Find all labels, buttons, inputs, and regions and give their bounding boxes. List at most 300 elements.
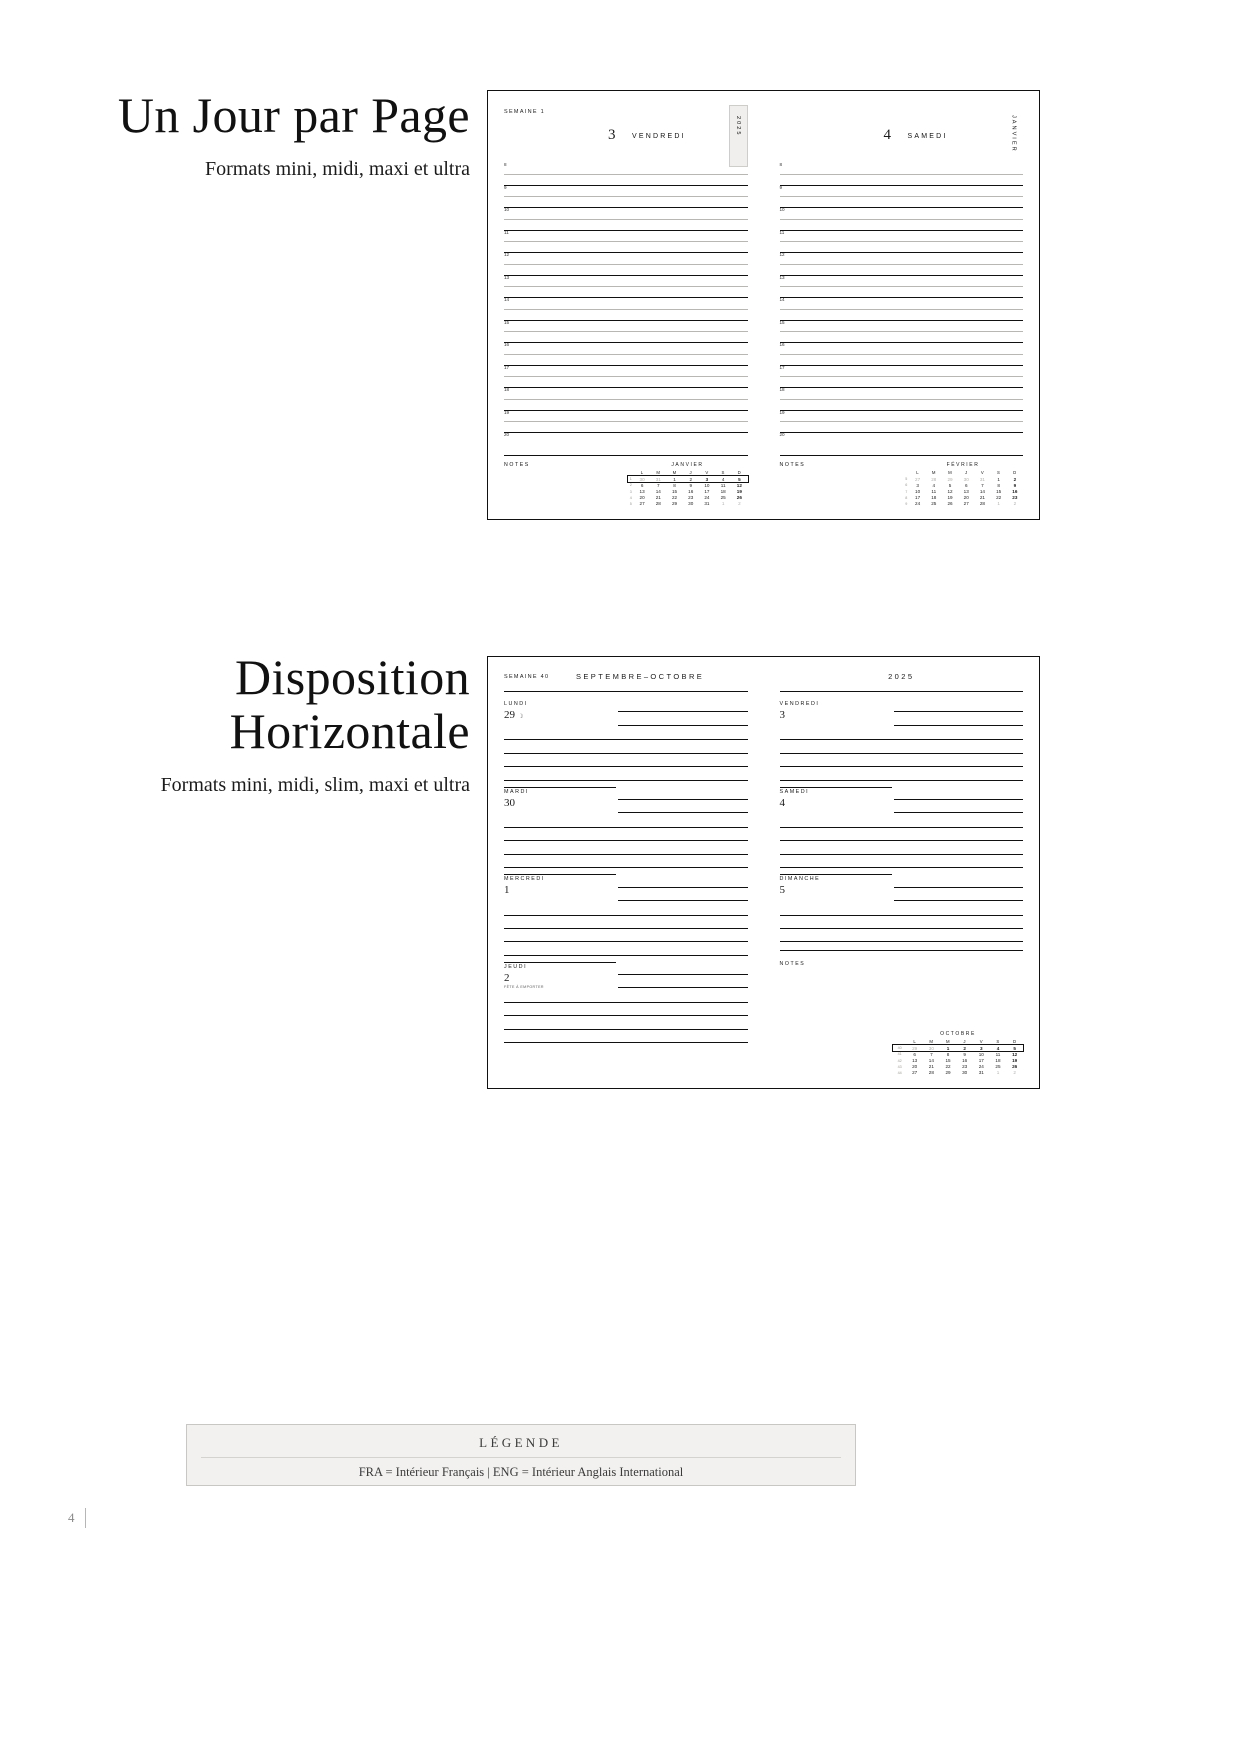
hz-day-divider xyxy=(504,962,616,963)
day-cell: 28 xyxy=(655,501,661,507)
hour-row[interactable] xyxy=(504,231,748,254)
footer-rule xyxy=(85,1508,86,1528)
day-cell: 23 xyxy=(962,1064,968,1070)
day-cell: 24 xyxy=(978,1064,984,1070)
week-number: 2 xyxy=(629,483,632,488)
day-cell: 27 xyxy=(912,1070,918,1076)
day-cell: 29 xyxy=(912,1045,918,1051)
day-cell: 12 xyxy=(1012,1051,1018,1057)
week-number: 1 xyxy=(629,477,632,482)
day-cell: 19 xyxy=(736,489,742,495)
week-number: 5 xyxy=(629,501,632,506)
dpp-right-page xyxy=(764,91,1040,519)
day-cell: 26 xyxy=(947,501,953,507)
day-cell: 30 xyxy=(688,501,694,507)
day-cell: 29 xyxy=(947,476,953,482)
writing-line[interactable] xyxy=(618,874,747,887)
hz-day-body-lines[interactable] xyxy=(780,902,1024,942)
hz-day-block xyxy=(504,964,748,1044)
week-number: 5 xyxy=(905,477,908,482)
hz-day-number: 3 xyxy=(779,709,785,721)
hour-number: 10 xyxy=(504,207,510,212)
hour-number: 11 xyxy=(779,229,785,235)
day-cell: 14 xyxy=(655,489,661,495)
hz-day-name: MARDI xyxy=(504,788,529,795)
writing-line[interactable] xyxy=(780,727,1024,740)
hz-day-name: JEUDI xyxy=(504,963,528,970)
day-cell: 27 xyxy=(639,501,645,507)
day-cell: 22 xyxy=(671,495,678,501)
weekday-header: D xyxy=(737,470,742,476)
day-cell: 8 xyxy=(673,482,676,488)
day-cell: 29 xyxy=(671,501,678,507)
week-number: 43 xyxy=(897,1064,902,1069)
day-cell: 27 xyxy=(915,476,921,482)
legend-box xyxy=(186,1424,856,1486)
day-cell: 10 xyxy=(704,482,710,488)
dpp-left-day-name: VENDREDI xyxy=(632,133,686,140)
writing-line[interactable] xyxy=(780,855,1024,868)
writing-line[interactable] xyxy=(780,767,1024,780)
day-cell: 6 xyxy=(913,1051,916,1057)
hz-day-body-lines[interactable] xyxy=(504,902,748,956)
day-cell: 24 xyxy=(915,501,921,507)
day-cell: 1 xyxy=(721,501,725,507)
day-cell: 5 xyxy=(948,482,952,488)
dpp-right-mini-calendar xyxy=(903,462,1023,507)
hz-left-header xyxy=(504,671,748,693)
day-cell: 2 xyxy=(1013,501,1017,507)
week-number: 40 xyxy=(897,1046,902,1051)
section-one-title: Un Jour par Page xyxy=(117,87,470,143)
hour-number: 9 xyxy=(504,184,507,190)
hz-day-divider xyxy=(504,874,616,875)
day-cell: 23 xyxy=(1012,495,1018,501)
day-cell: 20 xyxy=(639,495,645,501)
mini-calendar-table xyxy=(628,470,748,507)
hz-day-number: 29 xyxy=(504,709,515,721)
hz-week-label: SEMAINE 40 xyxy=(504,674,550,680)
hour-row[interactable] xyxy=(504,208,748,231)
hour-row[interactable] xyxy=(780,321,1024,344)
weekday-header: M xyxy=(656,470,661,476)
hour-row[interactable] xyxy=(780,163,1024,186)
legend-title: LÉGENDE xyxy=(479,1435,563,1450)
hour-number: 19 xyxy=(779,409,785,415)
hz-day-header xyxy=(780,876,1024,902)
week-number: 7 xyxy=(905,489,908,494)
day-cell: 30 xyxy=(963,476,969,482)
hz-day-name: LUNDI xyxy=(504,701,528,707)
writing-line[interactable] xyxy=(618,888,747,901)
week-number: 44 xyxy=(897,1070,902,1075)
writing-line[interactable] xyxy=(504,855,748,868)
section-one-title-block xyxy=(60,88,470,181)
page-number: 4 xyxy=(68,1510,75,1525)
day-cell: 20 xyxy=(912,1064,918,1070)
day-cell: 15 xyxy=(945,1058,951,1064)
hour-row[interactable] xyxy=(504,343,748,366)
day-cell: 2 xyxy=(689,476,692,482)
hour-row[interactable] xyxy=(504,253,748,276)
writing-line[interactable] xyxy=(780,754,1024,767)
hour-number: 13 xyxy=(504,274,510,280)
writing-line[interactable] xyxy=(504,841,748,854)
writing-line[interactable] xyxy=(780,929,1024,942)
hz-day-name: DIMANCHE xyxy=(779,876,821,883)
day-cell: 2 xyxy=(963,1045,966,1051)
hour-row[interactable] xyxy=(504,433,748,456)
writing-line[interactable] xyxy=(780,815,1024,828)
day-cell: 18 xyxy=(995,1058,1001,1064)
hour-row[interactable] xyxy=(780,186,1024,209)
mini-calendar-table xyxy=(893,1039,1023,1076)
day-cell: 18 xyxy=(720,489,726,495)
day-cell: 19 xyxy=(947,495,953,501)
weekday-header: M xyxy=(929,1039,934,1045)
day-cell: 25 xyxy=(720,495,726,501)
dpp-right-month-tab-label: JANVIER xyxy=(1010,115,1017,153)
hour-number: 20 xyxy=(504,432,510,437)
legend-text: FRA = Intérieur Français | ENG = Intérieur Anglais International xyxy=(358,1465,684,1479)
hour-row[interactable] xyxy=(780,208,1024,231)
day-cell: 11 xyxy=(995,1051,1001,1057)
day-cell: 12 xyxy=(947,489,953,495)
hz-day-block xyxy=(780,701,1024,781)
moon-phase-icon: ☽ xyxy=(518,714,524,720)
weekday-header: S xyxy=(997,470,1001,476)
hour-number: 15 xyxy=(504,319,510,325)
writing-line[interactable] xyxy=(504,929,748,942)
writing-line[interactable] xyxy=(504,767,748,780)
dpp-left-mini-calendar xyxy=(628,462,748,507)
weekday-header: J xyxy=(963,1039,966,1045)
writing-line[interactable] xyxy=(618,962,747,975)
day-cell: 31 xyxy=(655,476,661,482)
day-cell: 25 xyxy=(931,501,937,507)
writing-line[interactable] xyxy=(504,727,748,740)
hz-writing-lines[interactable] xyxy=(894,699,1023,726)
dpp-right-header xyxy=(780,105,1024,159)
hz-notes-divider xyxy=(780,950,1024,951)
day-cell: 23 xyxy=(688,495,694,501)
week-number: 41 xyxy=(897,1052,902,1057)
day-cell: 7 xyxy=(981,482,984,488)
writing-line[interactable] xyxy=(618,800,747,813)
hz-writing-lines[interactable] xyxy=(618,874,747,901)
day-cell: 8 xyxy=(946,1051,950,1057)
hour-row[interactable] xyxy=(780,343,1024,366)
day-cell: 26 xyxy=(736,495,742,501)
day-cell: 15 xyxy=(996,489,1002,495)
hz-day-name: VENDREDI xyxy=(779,701,820,707)
week-number: 4 xyxy=(629,495,632,500)
hz-day-block xyxy=(504,789,748,869)
hour-number: 20 xyxy=(779,432,785,437)
writing-line[interactable] xyxy=(618,975,747,988)
hz-right-header-rule xyxy=(780,691,1024,692)
dpp-left-year-tab-label: 2025 xyxy=(735,116,741,137)
day-cell: 2 xyxy=(738,501,741,507)
writing-line[interactable] xyxy=(894,699,1023,712)
day-cell: 31 xyxy=(978,1070,984,1076)
writing-line[interactable] xyxy=(780,841,1024,854)
hour-row[interactable] xyxy=(504,186,748,209)
week-number: 9 xyxy=(905,501,908,506)
day-cell: 19 xyxy=(1012,1058,1018,1064)
hz-writing-lines[interactable] xyxy=(894,874,1023,901)
page-footer xyxy=(68,1508,86,1528)
day-cell: 6 xyxy=(640,482,644,488)
hz-day-body-lines[interactable] xyxy=(504,727,748,781)
dpp-left-day-number: 3 xyxy=(608,127,616,143)
weekday-header: V xyxy=(980,470,985,476)
day-cell: 2 xyxy=(1013,476,1017,482)
hz-notes-label: NOTES xyxy=(779,961,806,968)
day-cell: 3 xyxy=(916,482,919,488)
weekday-header: D xyxy=(1012,1039,1017,1045)
hour-number: 16 xyxy=(779,342,785,347)
day-cell: 17 xyxy=(704,489,710,495)
week-number: 3 xyxy=(629,489,632,494)
day-cell: 26 xyxy=(1012,1064,1018,1070)
dpp-right-day-number: 4 xyxy=(883,127,891,143)
day-cell: 10 xyxy=(915,489,921,495)
writing-line[interactable] xyxy=(894,800,1023,813)
hour-number: 8 xyxy=(504,162,507,167)
day-cell: 13 xyxy=(639,489,645,495)
day-cell: 21 xyxy=(655,495,661,501)
hour-row[interactable] xyxy=(780,433,1024,456)
hour-row[interactable] xyxy=(504,321,748,344)
hour-number: 16 xyxy=(504,342,510,347)
weekday-header: S xyxy=(721,470,725,476)
mini-calendar-title: JANVIER xyxy=(671,461,704,468)
writing-line[interactable] xyxy=(894,787,1023,800)
week-number: 6 xyxy=(905,483,908,488)
legend-divider xyxy=(201,1457,841,1458)
dpp-left-notes-label: NOTES xyxy=(504,461,530,468)
hz-writing-lines[interactable] xyxy=(618,787,747,814)
writing-line[interactable] xyxy=(780,902,1024,915)
day-cell: 31 xyxy=(704,501,710,507)
hz-writing-lines[interactable] xyxy=(894,787,1023,814)
hour-row[interactable] xyxy=(504,411,748,434)
writing-line[interactable] xyxy=(504,754,748,767)
section-one-subtitle: Formats mini, midi, maxi et ultra xyxy=(205,158,470,180)
weekday-header: J xyxy=(965,470,968,476)
day-per-page-spread xyxy=(487,90,1040,520)
weekday-header: L xyxy=(916,470,919,476)
hz-mini-calendar xyxy=(893,1031,1023,1076)
day-cell: 9 xyxy=(1013,482,1017,488)
dpp-right-day-name: SAMEDI xyxy=(907,133,948,140)
week-number: 42 xyxy=(897,1058,902,1063)
writing-line[interactable] xyxy=(504,1030,748,1043)
day-cell: 4 xyxy=(932,482,936,488)
day-cell: 28 xyxy=(928,1070,934,1076)
hz-day-body-lines[interactable] xyxy=(504,815,748,869)
writing-line[interactable] xyxy=(894,874,1023,887)
writing-line[interactable] xyxy=(504,902,748,915)
day-cell: 3 xyxy=(980,1045,983,1051)
hz-day-number: 30 xyxy=(504,796,515,809)
hour-row[interactable] xyxy=(504,163,748,186)
writing-line[interactable] xyxy=(618,787,747,800)
day-cell: 21 xyxy=(979,495,985,501)
day-cell: 22 xyxy=(945,1064,951,1070)
day-cell: 13 xyxy=(912,1058,918,1064)
weekday-header: V xyxy=(979,1039,983,1045)
day-cell: 27 xyxy=(963,501,969,507)
hz-day-block xyxy=(504,876,748,956)
weekday-header: M xyxy=(948,470,952,476)
day-cell: 21 xyxy=(928,1064,934,1070)
day-cell: 30 xyxy=(928,1045,934,1051)
day-cell: 16 xyxy=(962,1058,968,1064)
day-cell: 17 xyxy=(915,495,921,501)
hour-number: 8 xyxy=(779,162,783,167)
hour-number: 17 xyxy=(779,364,785,370)
writing-line[interactable] xyxy=(504,990,748,1003)
mini-calendar-title: OCTOBRE xyxy=(940,1030,976,1037)
writing-line[interactable] xyxy=(504,828,748,841)
writing-line[interactable] xyxy=(504,942,748,955)
day-cell: 1 xyxy=(996,1070,1000,1076)
section-two-title-block xyxy=(60,650,470,797)
day-cell: 7 xyxy=(657,482,660,488)
writing-line[interactable] xyxy=(618,712,747,725)
hz-day-header xyxy=(780,701,1024,727)
day-cell: 13 xyxy=(963,489,969,495)
mini-calendar-table xyxy=(903,470,1023,507)
hz-day-body-lines[interactable] xyxy=(780,727,1024,781)
mini-cal-row xyxy=(893,1070,1023,1076)
dpp-left-header xyxy=(504,105,748,159)
writing-line[interactable] xyxy=(780,916,1024,929)
hour-number: 12 xyxy=(779,252,785,257)
day-cell: 12 xyxy=(736,482,742,488)
hour-row[interactable] xyxy=(504,388,748,411)
hz-day-divider xyxy=(780,787,892,788)
hour-row[interactable] xyxy=(780,388,1024,411)
dpp-left-year-tab xyxy=(729,105,748,167)
day-cell: 7 xyxy=(930,1051,933,1057)
writing-line[interactable] xyxy=(504,1016,748,1029)
hz-day-block xyxy=(504,701,748,781)
day-cell: 10 xyxy=(978,1051,984,1057)
hz-right-page xyxy=(764,657,1040,1088)
mini-cal-row xyxy=(903,501,1023,507)
hz-left-header-rule xyxy=(504,691,748,692)
hz-day-divider xyxy=(504,787,616,788)
hz-day-block xyxy=(780,876,1024,942)
hour-number: 15 xyxy=(779,319,785,325)
hz-day-divider xyxy=(780,874,892,875)
hour-number: 10 xyxy=(779,207,785,212)
hz-day-body-lines[interactable] xyxy=(780,815,1024,869)
weekday-header: L xyxy=(913,1039,917,1045)
weekday-header: D xyxy=(1013,470,1017,476)
hz-day-header xyxy=(504,876,748,902)
day-cell: 17 xyxy=(978,1058,984,1064)
hour-row[interactable] xyxy=(780,411,1024,434)
weekday-header: M xyxy=(672,470,677,476)
day-cell: 4 xyxy=(996,1045,1000,1051)
hour-number: 12 xyxy=(504,252,510,257)
writing-line[interactable] xyxy=(780,828,1024,841)
hour-number: 14 xyxy=(779,297,785,302)
writing-line[interactable] xyxy=(504,740,748,753)
writing-line[interactable] xyxy=(894,888,1023,901)
day-cell: 1 xyxy=(997,476,1000,482)
hour-row[interactable] xyxy=(504,298,748,321)
hz-day-body-lines[interactable] xyxy=(504,990,748,1044)
day-cell: 15 xyxy=(671,489,678,495)
writing-line[interactable] xyxy=(894,712,1023,725)
day-cell: 30 xyxy=(639,476,645,482)
hz-day-block xyxy=(780,789,1024,869)
writing-line[interactable] xyxy=(618,699,747,712)
hour-number: 14 xyxy=(504,297,510,302)
writing-line[interactable] xyxy=(504,1003,748,1016)
day-cell: 29 xyxy=(945,1070,951,1076)
section-two-title-line1: Disposition xyxy=(235,649,470,705)
day-cell: 1 xyxy=(997,501,1000,507)
section-two-subtitle: Formats mini, midi, slim, maxi et ultra xyxy=(160,774,470,796)
weekday-header: M xyxy=(946,1039,950,1045)
hz-writing-lines[interactable] xyxy=(618,962,747,989)
day-cell: 9 xyxy=(689,482,692,488)
hour-row[interactable] xyxy=(780,298,1024,321)
hz-day-number: 2 xyxy=(504,971,510,984)
hz-year-label: 2025 xyxy=(888,672,915,681)
week-number: 8 xyxy=(905,495,908,500)
day-cell: 9 xyxy=(963,1051,966,1057)
hour-row[interactable] xyxy=(780,231,1024,254)
weekday-header: M xyxy=(931,470,936,476)
writing-line[interactable] xyxy=(780,740,1024,753)
day-cell: 11 xyxy=(931,489,937,495)
day-cell: 28 xyxy=(979,501,985,507)
weekday-header: J xyxy=(689,470,692,476)
hour-number: 17 xyxy=(504,364,510,370)
dpp-right-notes-label: NOTES xyxy=(779,461,806,468)
day-cell: 20 xyxy=(963,495,969,501)
day-cell: 14 xyxy=(928,1058,934,1064)
day-cell: 1 xyxy=(673,476,676,482)
writing-line[interactable] xyxy=(504,815,748,828)
hour-number: 11 xyxy=(504,229,509,235)
mini-calendar-title: FÉVRIER xyxy=(946,461,980,468)
day-cell: 8 xyxy=(997,482,1000,488)
dpp-right-month-tab xyxy=(1004,105,1023,167)
day-cell: 5 xyxy=(1013,1045,1016,1051)
day-cell: 5 xyxy=(738,476,741,482)
day-cell: 30 xyxy=(962,1070,968,1076)
hz-day-number: 5 xyxy=(779,884,785,897)
hour-row[interactable] xyxy=(504,276,748,299)
hour-row[interactable] xyxy=(780,276,1024,299)
writing-line[interactable] xyxy=(504,916,748,929)
dpp-right-hour-grid xyxy=(780,163,1024,456)
day-cell: 28 xyxy=(931,476,937,482)
hour-row[interactable] xyxy=(780,253,1024,276)
hz-writing-lines[interactable] xyxy=(618,699,747,726)
hour-row[interactable] xyxy=(780,366,1024,389)
day-cell: 6 xyxy=(964,482,968,488)
hour-row[interactable] xyxy=(504,366,748,389)
